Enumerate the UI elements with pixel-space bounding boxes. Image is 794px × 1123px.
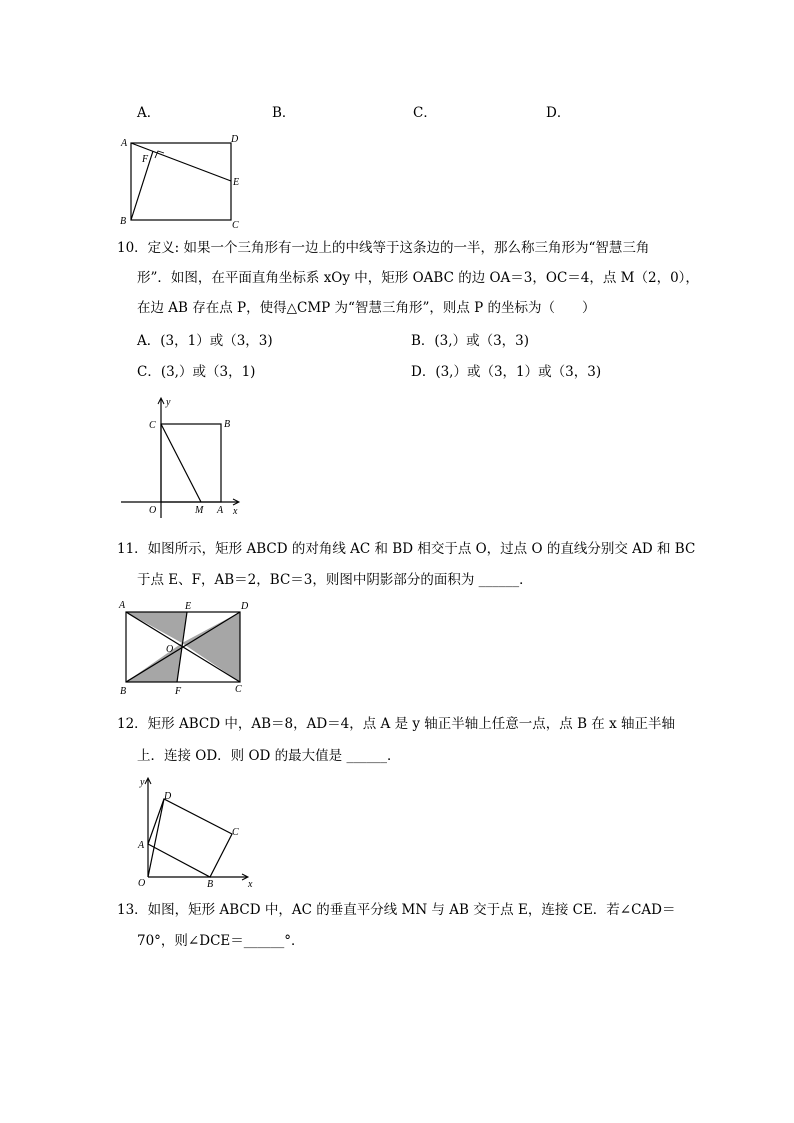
fig12-axis-y: y <box>140 777 145 788</box>
fig9-label-c: C <box>232 220 239 231</box>
q12-stem-line2: 上．连接 OD．则 OD 的最大值是 ______． <box>137 748 401 764</box>
fig9-label-a: A <box>121 138 128 149</box>
fig11-label-c: C <box>235 684 242 695</box>
fig11-label-o: O <box>166 644 174 655</box>
fig12-axis-x: x <box>248 879 253 890</box>
fig12-label-a: A <box>138 840 145 851</box>
fig10-label-a: A <box>217 505 224 516</box>
fig10-label-m: M <box>195 505 204 516</box>
q9-option-b: B． <box>272 105 296 121</box>
fig12-label-b: B <box>207 879 214 890</box>
fig12-label-c: C <box>232 827 239 838</box>
q12-stem-line1: 12．矩形 ABCD 中，AB＝8，AD＝4，点 A 是 y 轴正半轴上任意一点，点 B 在 x 轴正半轴 <box>117 716 675 732</box>
q10-option-c: C．(3,）或（3，1) <box>137 364 256 380</box>
fig11-label-f: F <box>175 686 182 697</box>
fig12-label-d: D <box>164 791 172 802</box>
fig10-axis-y: y <box>166 397 171 408</box>
q10-option-a: A．(3，1）或（3，3) <box>137 333 273 349</box>
fig9-label-d: D <box>231 134 239 145</box>
q9-option-c: C． <box>413 105 437 121</box>
q13-stem-line1: 13．如图，矩形 ABCD 中，AC 的垂直平分线 MN 与 AB 交于点 E，连接 CE．若∠CAD＝ <box>117 902 676 918</box>
q11-stem-line2: 于点 E、F，AB＝2，BC＝3，则图中阴影部分的面积为 ______． <box>137 572 533 588</box>
q13-stem-line2: 70°，则∠DCE＝______°． <box>137 933 305 949</box>
fig9-label-b: B <box>120 216 127 227</box>
fig11-label-d: D <box>241 601 249 612</box>
fig11-label-b: B <box>120 686 127 697</box>
fig11-label-a: A <box>119 600 126 611</box>
q9-option-a: A． <box>137 105 161 121</box>
fig12-label-o: O <box>138 878 146 889</box>
fig9-label-f: F <box>142 154 149 165</box>
fig9-label-e: E <box>233 177 240 188</box>
fig10-axis-x: x <box>233 506 238 517</box>
q10-option-b: B．(3,）或（3，3) <box>411 333 530 349</box>
fig11-label-e: E <box>185 601 192 612</box>
q10-option-d: D．(3,）或（3，1）或（3，3) <box>411 364 602 380</box>
fig10-label-o: O <box>149 505 157 516</box>
q11-stem-line1: 11．如图所示，矩形 ABCD 的对角线 AC 和 BD 相交于点 O，过点 O 的直线分别交 AD 和 BC <box>117 541 696 557</box>
fig10-label-b: B <box>224 419 231 430</box>
fig10-label-c: C <box>149 420 156 431</box>
q10-stem-line2: 形”．如图，在平面直角坐标系 xOy 中，矩形 OABC 的边 OA＝3，OC＝4，点 M（2，0）， <box>137 270 699 286</box>
q10-stem-line3: 在边 AB 存在点 P，使得△CMP 为“智慧三角形”，则点 P 的坐标为（ ） <box>137 300 596 316</box>
q9-option-d: D． <box>546 105 571 121</box>
q10-stem-line1: 10．定义: 如果一个三角形有一边上的中线等于这条边的一半，那么称三角形为“智慧三角 <box>117 240 650 256</box>
